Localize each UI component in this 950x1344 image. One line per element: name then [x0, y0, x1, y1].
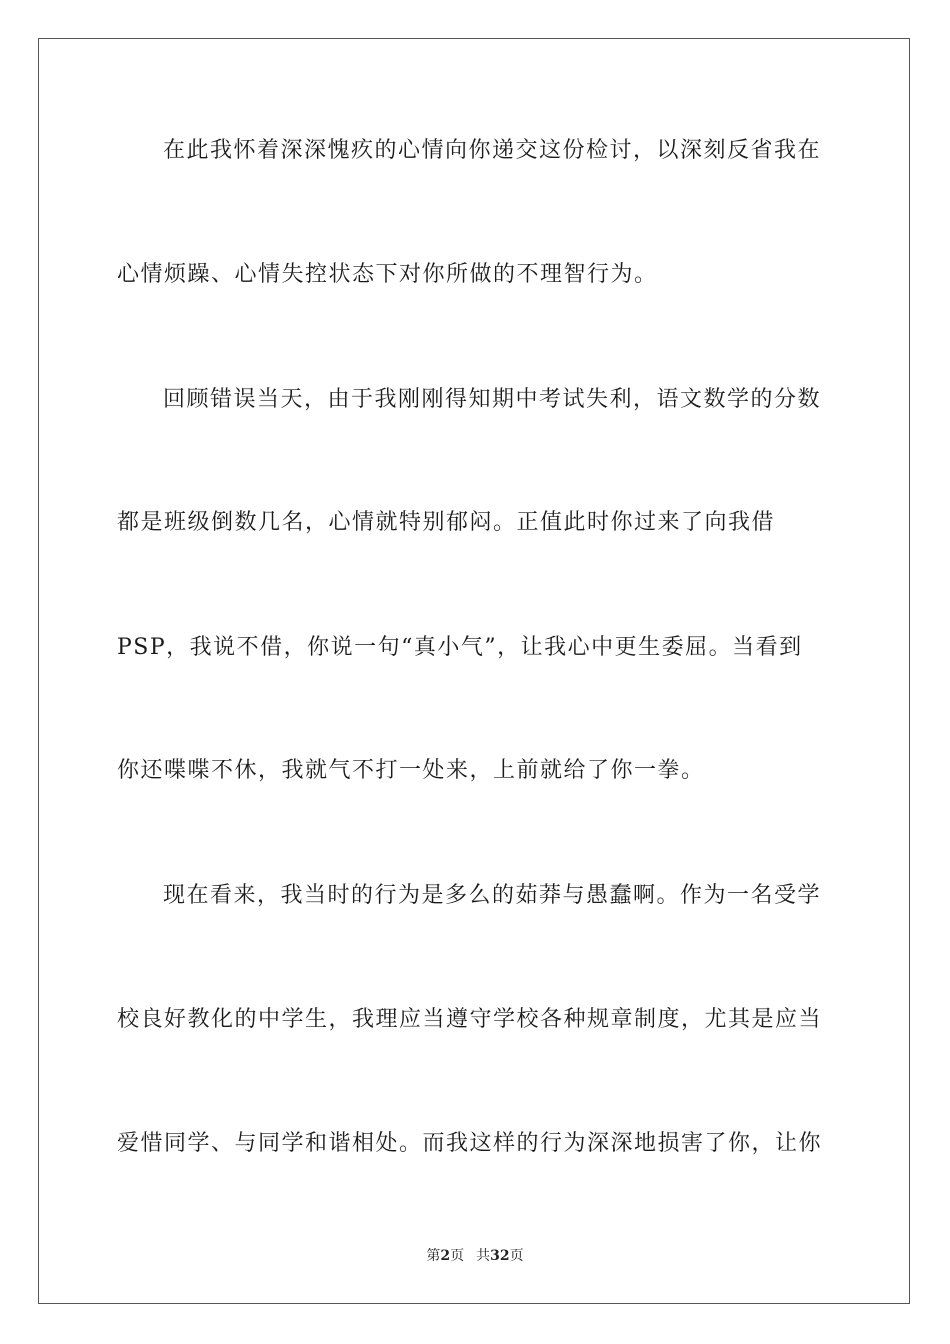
paragraph-2-line-4: 你还喋喋不休，我就气不打一处来，上前就给了你一拳。: [117, 758, 705, 783]
paragraph-2-line-1: 回顾错误当天，由于我刚刚得知期中考试失利，语文数学的分数: [163, 387, 822, 412]
paragraph-3-line-3: 爱惜同学、与同学和谐相处。而我这样的行为深深地损害了你，让你: [117, 1131, 823, 1156]
paragraph-1-line-2: 心情烦躁、心情失控状态下对你所做的不理智行为。: [117, 262, 658, 287]
footer-total-pages: 32: [490, 1248, 510, 1264]
footer-total-prefix: 共: [476, 1248, 491, 1264]
footer-prefix: 第: [426, 1248, 441, 1264]
page-footer: [0, 1246, 950, 1266]
paragraph-2-line-3: PSP，我说不借，你说一句“真小气”，让我心中更生委屈。当看到: [117, 635, 803, 660]
paragraph-2-line-2: 都是班级倒数几名，心情就特别郁闷。正值此时你过来了向我借: [117, 510, 776, 535]
footer-page-number: 2: [440, 1248, 451, 1264]
footer-total-suffix: 页: [509, 1248, 524, 1264]
footer-page-suffix: 页: [450, 1248, 465, 1264]
paragraph-3-line-2: 校良好教化的中学生，我理应当遵守学校各种规章制度，尤其是应当: [117, 1007, 823, 1032]
page-frame: [38, 38, 910, 1304]
paragraph-3-line-1: 现在看来，我当时的行为是多么的茹莽与愚蠢啊。作为一名受学: [163, 883, 822, 908]
paragraph-1-line-1: 在此我怀着深深愧疚的心情向你递交这份检讨，以深刻反省我在: [163, 138, 822, 163]
